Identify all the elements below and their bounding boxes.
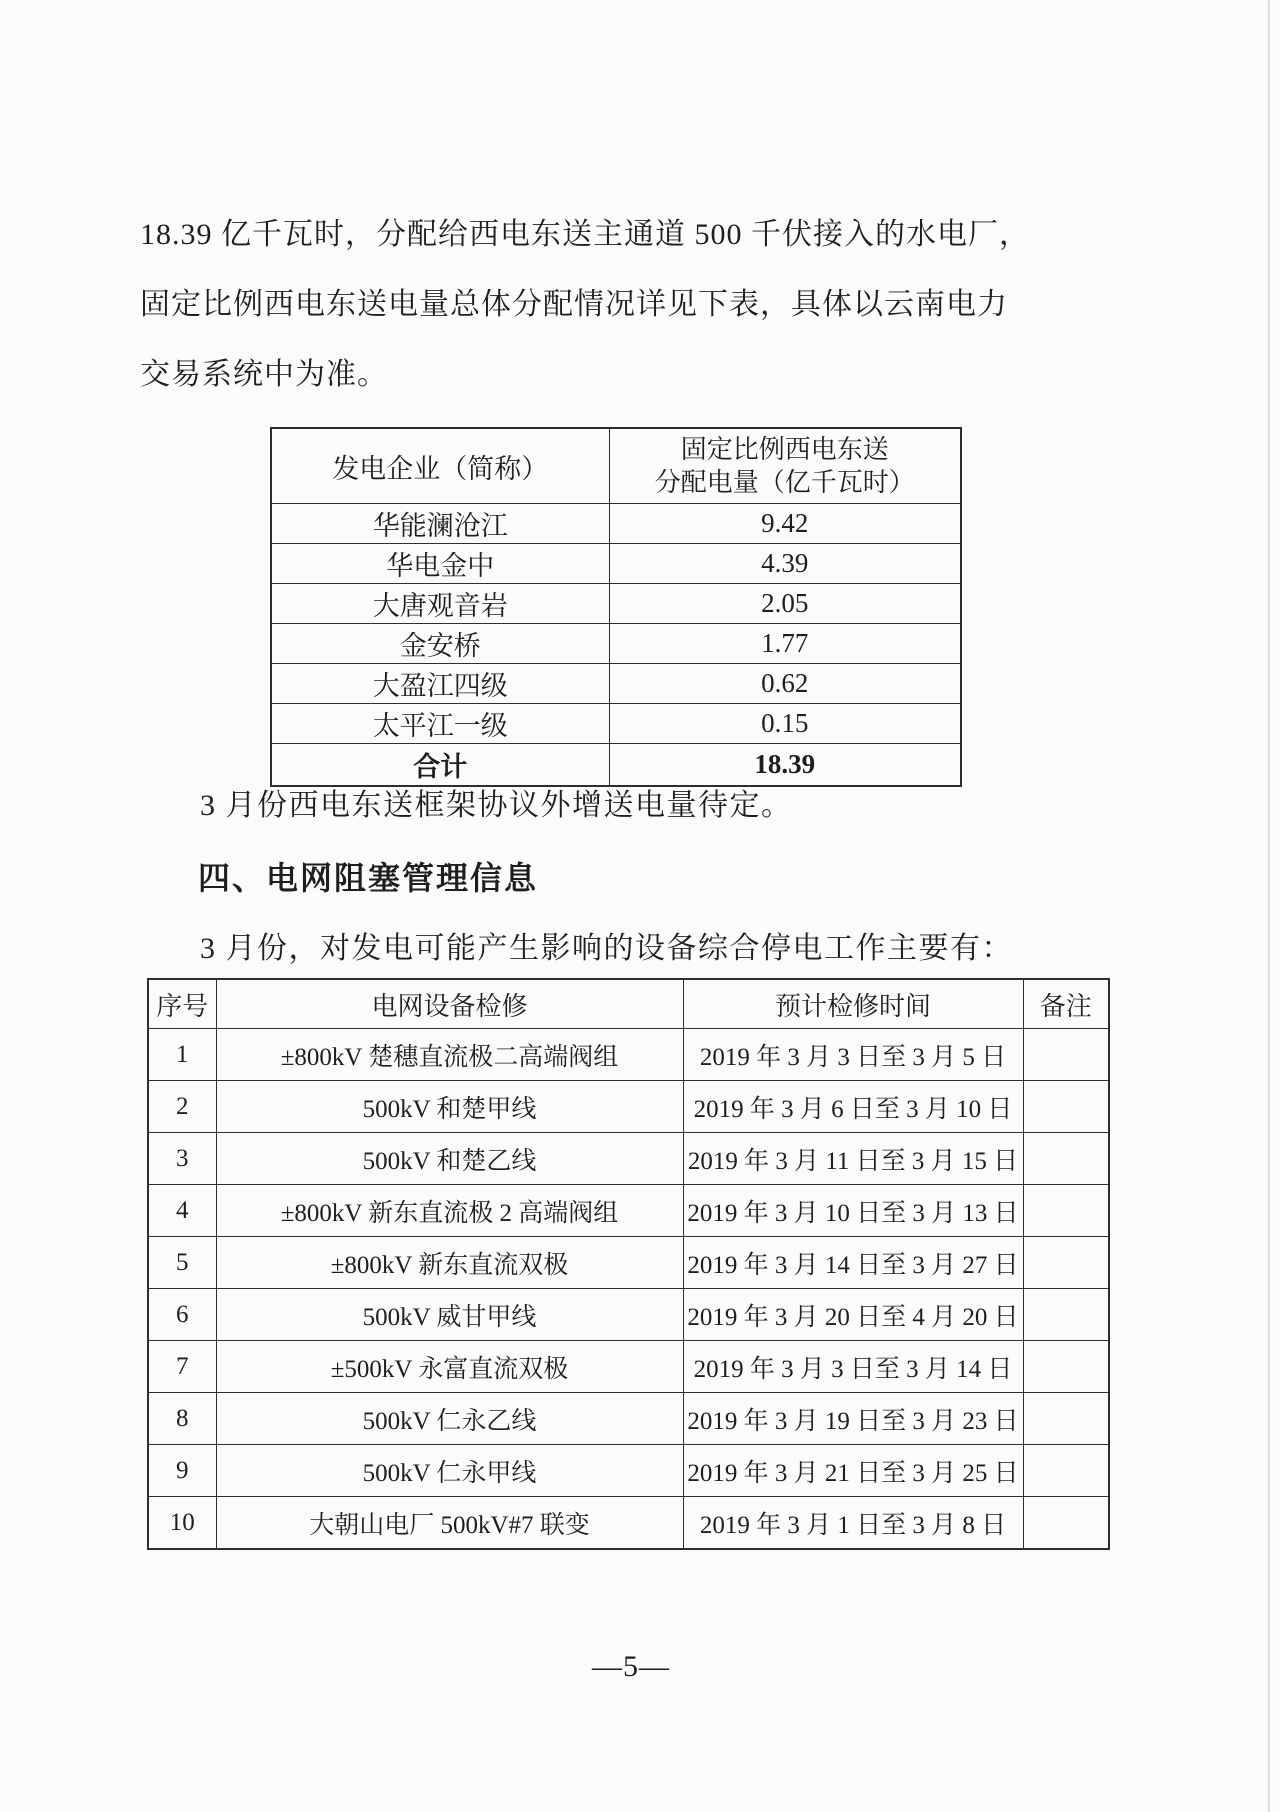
no-cell: 2 [148,1081,216,1133]
intro-line: 交易系统中为准。 [140,358,388,391]
energy-cell: 4.39 [609,544,961,584]
equipment-header-cell: 电网设备检修 [216,979,683,1029]
note-paragraph: 3 月份西电东送框架协议外增送电量待定。 [200,789,793,822]
table-row [148,1497,1109,1550]
schedule-cell: 2019 年 3 月 14 日至 3 月 27 日 [683,1237,1023,1289]
schedule-cell: 2019 年 3 月 1 日至 3 月 8 日 [683,1497,1023,1550]
energy-header-line2: 分配电量（亿千瓦时） [654,468,915,497]
remark-cell [1023,1445,1109,1497]
company-cell: 大唐观音岩 [271,584,609,624]
energy-cell: 9.42 [609,504,961,544]
company-cell: 华电金中 [271,544,609,584]
remark-cell [1023,1133,1109,1185]
intro-line: 固定比例西电东送电量总体分配情况详见下表，具体以云南电力 [140,288,1008,321]
remark-cell [1023,1081,1109,1133]
schedule-cell: 2019 年 3 月 19 日至 3 月 23 日 [683,1393,1023,1445]
total-energy-cell: 18.39 [609,744,961,787]
remark-cell [1023,1237,1109,1289]
energy-header-line1: 固定比例西电东送 [680,435,889,464]
no-cell: 4 [148,1185,216,1237]
equipment-cell: 500kV 和楚甲线 [216,1081,683,1133]
schedule-cell: 2019 年 3 月 3 日至 3 月 14 日 [683,1341,1023,1393]
no-cell: 5 [148,1237,216,1289]
remark-header-cell: 备注 [1023,979,1109,1029]
intro-paragraph [140,200,1030,410]
company-header-cell: 发电企业（简称） [271,428,609,504]
schedule-cell: 2019 年 3 月 10 日至 3 月 13 日 [683,1185,1023,1237]
remark-cell [1023,1393,1109,1445]
equipment-cell: ±800kV 新东直流极 2 高端阀组 [216,1185,683,1237]
equipment-cell: 500kV 仁永乙线 [216,1393,683,1445]
table-row [148,1081,1109,1133]
remark-cell [1023,1029,1109,1081]
table-row [271,544,961,584]
table-row [148,1341,1109,1393]
company-cell: 华能澜沧江 [271,504,609,544]
schedule-cell: 2019 年 3 月 6 日至 3 月 10 日 [683,1081,1023,1133]
table-header-row [271,428,961,504]
total-label-cell: 合计 [271,744,609,787]
equipment-cell: 大朝山电厂 500kV#7 联变 [216,1497,683,1550]
company-cell: 大盈江四级 [271,664,609,704]
schedule-cell: 2019 年 3 月 21 日至 3 月 25 日 [683,1445,1023,1497]
equipment-cell: 500kV 威甘甲线 [216,1289,683,1341]
no-cell: 1 [148,1029,216,1081]
no-cell: 8 [148,1393,216,1445]
section-intro-paragraph: 3 月份，对发电可能产生影响的设备综合停电工作主要有： [200,932,1013,965]
table-row [148,1029,1109,1081]
table-row [148,1133,1109,1185]
table-row [271,664,961,704]
table-row [148,1237,1109,1289]
remark-cell [1023,1289,1109,1341]
remark-cell [1023,1497,1109,1550]
remark-cell [1023,1185,1109,1237]
table-row [271,584,961,624]
energy-cell: 2.05 [609,584,961,624]
table-row [148,1445,1109,1497]
table-row [148,1289,1109,1341]
schedule-cell: 2019 年 3 月 11 日至 3 月 15 日 [683,1133,1023,1185]
equipment-cell: ±500kV 永富直流双极 [216,1341,683,1393]
section-heading: 四、电网阻塞管理信息 [198,860,539,896]
page-number: —5— [592,1650,670,1683]
schedule-cell: 2019 年 3 月 3 日至 3 月 5 日 [683,1029,1023,1081]
no-cell: 6 [148,1289,216,1341]
equipment-cell: 500kV 和楚乙线 [216,1133,683,1185]
scan-edge-line [1268,0,1270,1812]
table-header-row [148,979,1109,1029]
energy-cell: 1.77 [609,624,961,664]
no-cell: 7 [148,1341,216,1393]
equipment-cell: 500kV 仁永甲线 [216,1445,683,1497]
no-header-cell: 序号 [148,979,216,1029]
energy-cell: 0.62 [609,664,961,704]
equipment-cell: ±800kV 楚穗直流极二高端阀组 [216,1029,683,1081]
table-row [148,1393,1109,1445]
energy-cell: 0.15 [609,704,961,744]
maintenance-table [147,978,1110,1550]
schedule-header-cell: 预计检修时间 [683,979,1023,1029]
intro-line: 18.39 亿千瓦时，分配给西电东送主通道 500 千伏接入的水电厂， [140,218,1030,251]
no-cell: 10 [148,1497,216,1550]
company-cell: 太平江一级 [271,704,609,744]
schedule-cell: 2019 年 3 月 20 日至 4 月 20 日 [683,1289,1023,1341]
no-cell: 3 [148,1133,216,1185]
company-cell: 金安桥 [271,624,609,664]
energy-header-cell [609,428,961,504]
no-cell: 9 [148,1445,216,1497]
table-row [148,1185,1109,1237]
table-row [271,704,961,744]
equipment-cell: ±800kV 新东直流双极 [216,1237,683,1289]
allocation-table [270,427,962,787]
remark-cell [1023,1341,1109,1393]
table-row [271,624,961,664]
table-row [271,504,961,544]
